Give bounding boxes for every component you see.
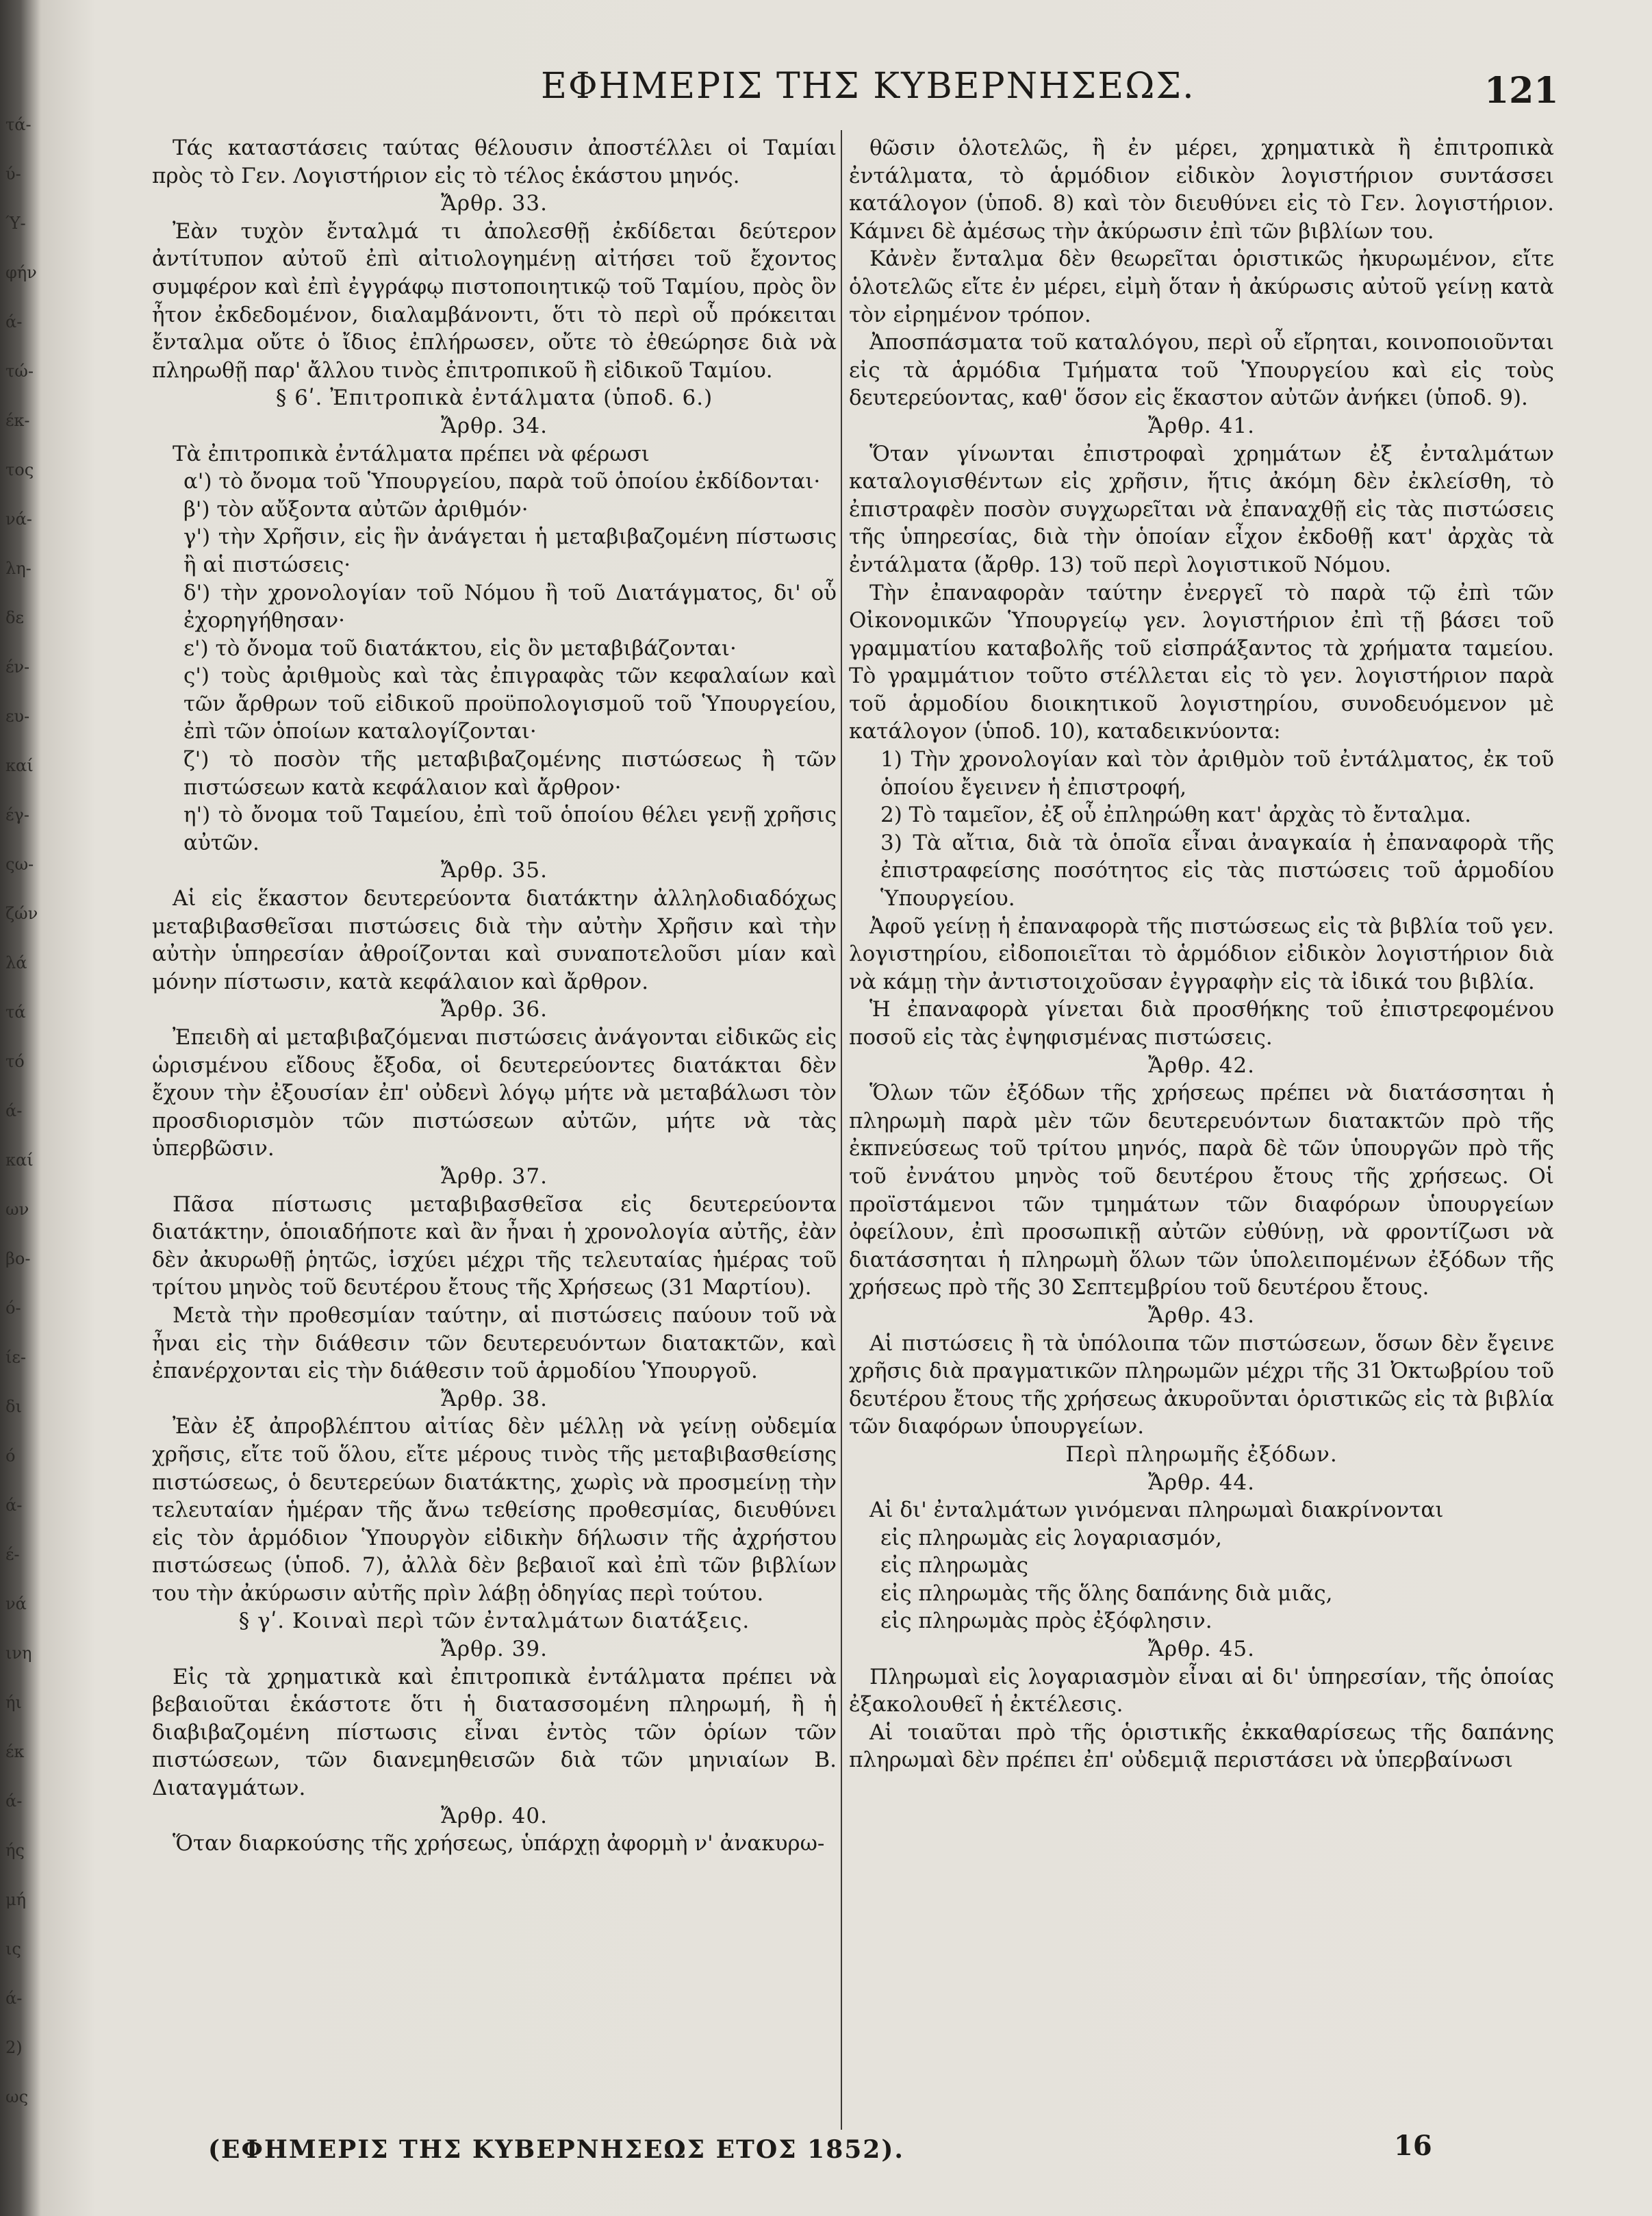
list-item: η') τὸ ὄνομα τοῦ Ταμείου, ἐπὶ τοῦ ὁποίου θέλει γενῇ χρῆσις αὐτῶν. bbox=[183, 803, 837, 855]
article-heading: Ἄρθρ. 39. bbox=[441, 1637, 548, 1662]
margin-fragment: καί bbox=[5, 1150, 34, 1170]
margin-fragment: δε bbox=[5, 608, 24, 627]
article-heading: Ἄρθρ. 35. bbox=[441, 858, 548, 883]
paragraph: Ὅλων τῶν ἐξόδων τῆς χρήσεως πρέπει νὰ διατάσσηται ἡ πληρωμὴ παρὰ μὲν τῶν δευτερευόντων διατακτῶν πρὸ τῆς ἐκπνεύσεως τοῦ τρίτου μηνός, παρὰ δὲ τῶν ὑπουργῶν πρὸ τῆς τοῦ ἐννάτου μηνὸς τοῦ δευτέρου ἔτους τῆς χρήσεως. Οἱ προϊστάμενοι τῶν τμημάτων τῶν διαφόρων ὑπουργείων ὀφείλουν, ἐπὶ προσωπικῇ αὐτῶν εὐθύνῃ, νὰ φροντίζωσι νὰ διατάσσηται ἡ πληρωμὴ ὅλων τῶν ὑπολειπομένων ἐξόδων τῆς χρήσεως πρὸ τῆς 30 Σεπτεμβρίου τοῦ δευτέρου ἔτους. bbox=[849, 1081, 1554, 1300]
page-number: 121 bbox=[1484, 70, 1559, 112]
paragraph: Τὰ ἐπιτροπικὰ ἐντάλματα πρέπει νὰ φέρωσι bbox=[173, 441, 650, 466]
margin-fragment: ά- bbox=[5, 1496, 23, 1515]
list-item: 1) Τὴν χρονολογίαν καὶ τὸν ἀριθμὸν τοῦ ἐντάλματος, ἐκ τοῦ ὁποίου ἔγεινεν ἡ ἐπιστροφή, bbox=[880, 747, 1554, 800]
article-heading: Ἄρθρ. 42. bbox=[1148, 1053, 1255, 1078]
margin-fragment: ό bbox=[5, 1446, 16, 1465]
paragraph: Ἀφοῦ γείνῃ ἡ ἐπαναφορὰ τῆς πιστώσεως εἰς τὰ βιβλία τοῦ γεν. λογιστηρίου, εἰδοποιεῖται τὸ ἁρμόδιον εἰδικὸν λογιστήριον διὰ νὰ κάμῃ τὴν ἀντιστοιχοῦσαν ἐγγραφὴν εἰς τὰ ἰδικά του βιβλία. bbox=[849, 914, 1554, 994]
margin-fragment: ήι bbox=[5, 1693, 22, 1712]
list-item: 3) Τὰ αἴτια, διὰ τὰ ὁποῖα εἶναι ἀναγκαία ἡ ἐπαναφορὰ τῆς ἐπιστραφείσης ποσότητος εἰς τὰς πιστώσεις τοῦ ἁρμοδίου Ὑπουργείου. bbox=[880, 830, 1554, 911]
paragraph: Εἰς τὰ χρηματικὰ καὶ ἐπιτροπικὰ ἐντάλματα πρέπει νὰ βεβαιοῦται ἑκάστοτε ὅτι ἡ διατασσομένη πληρωμή, ἢ ἡ διαβιβαζομένη πίστωσις εἶναι ἐντὸς τῶν ὁρίων τῶν πιστώσεων, τῶν διανεμηθεισῶν διὰ τῶν μηνιαίων Β. Διαταγμάτων. bbox=[152, 1664, 837, 1801]
margin-fragment: τά bbox=[5, 1003, 26, 1022]
margin-fragment: ινη bbox=[5, 1644, 32, 1663]
margin-fragment: ων bbox=[5, 1200, 29, 1219]
margin-fragment: έκ- bbox=[5, 411, 30, 430]
paragraph: Πληρωμαὶ εἰς λογαριασμὸν εἶναι αἱ δι' ὑπηρεσίαν, τῆς ὁποίας ἐξακολουθεῖ ἡ ἐκτέλεσις. bbox=[849, 1664, 1554, 1717]
left-column bbox=[152, 134, 837, 2130]
paragraph: Αἱ εἰς ἕκαστον δευτερεύοντα διατάκτην ἀλληλοδιαδόχως μεταβιβασθεῖσαι πιστώσεις διὰ τὴν αὐτὴν Χρῆσιν καὶ τὴν αὐτὴν ὑπηρεσίαν ἀθροίζονται καὶ συναποτελοῦσι μίαν καὶ μόνην πίστωσιν, κατὰ κεφάλαιον καὶ ἄρθρον. bbox=[152, 886, 837, 994]
paragraph: Αἱ δι' ἐνταλμάτων γινόμεναι πληρωμαὶ διακρίνονται bbox=[869, 1498, 1444, 1523]
paragraph: Ὅταν διαρκούσης τῆς χρήσεως, ὑπάρχῃ ἀφορμὴ ν' ἀνακυρω- bbox=[173, 1831, 825, 1856]
margin-fragment: ζών bbox=[5, 904, 38, 923]
margin-fragment: δι bbox=[5, 1397, 22, 1416]
article-heading: § 6ʹ. Ἐπιτροπικὰ ἐντάλματα (ὑποδ. 6.) bbox=[275, 386, 713, 411]
margin-fragment: έν- bbox=[5, 657, 30, 677]
margin-fragment: ά- bbox=[5, 1791, 23, 1811]
paragraph: Τάς καταστάσεις ταύτας θέλουσιν ἀποστέλλει οἱ Ταμίαι πρὸς τὸ Γεν. Λογιστήριον εἰς τὸ τέλος ἑκάστου μηνός. bbox=[152, 136, 837, 188]
paragraph: Μετὰ τὴν προθεσμίαν ταύτην, αἱ πιστώσεις παύουν τοῦ νὰ ἦναι εἰς τὴν διάθεσιν τῶν δευτερευόντων διατακτῶν, καὶ ἐπανέρχονται εἰς τὴν διάθεσιν τοῦ ἁρμοδίου Ὑπουργοῦ. bbox=[152, 1302, 837, 1384]
list-item: ς') τοὺς ἀριθμοὺς καὶ τὰς ἐπιγραφὰς τῶν κεφαλαίων καὶ τῶν ἄρθρων τοῦ εἰδικοῦ προϋπολογισμοῦ τοῦ Ὑπουργείου, ἐπὶ τῶν ὁποίων καταλογίζονται· bbox=[183, 664, 837, 744]
margin-fragment: ά- bbox=[5, 1101, 23, 1120]
margin-fragment: ά- bbox=[5, 1989, 23, 2008]
article-heading: Ἄρθρ. 33. bbox=[441, 191, 548, 216]
article-heading: Ἄρθρ. 44. bbox=[1148, 1470, 1255, 1495]
paragraph: Ἐπειδὴ αἱ μεταβιβαζόμεναι πιστώσεις ἀνάγονται εἰδικῶς εἰς ὡρισμένου εἴδους ἔξοδα, οἱ δευτερεύοντες διατάκται δὲν ἔχουν τὴν ἐξουσίαν ἐπ' οὐδενὶ λόγῳ μήτε νὰ μεταβάλωσι τὸν προσδιορισμὸν τῶν πιστώσεων αὐτῶν, μήτε νὰ τὰς ὑπερβῶσιν. bbox=[152, 1025, 837, 1161]
margin-fragment: καί bbox=[5, 756, 34, 775]
margin-fragment: νά bbox=[5, 1594, 27, 1613]
paragraph: Ἐὰν ἐξ ἀπροβλέπτου αἰτίας δὲν μέλλῃ νὰ γείνῃ οὐδεμία χρῆσις, εἴτε τοῦ ὅλου, εἴτε μέρους τινὸς τῆς μεταβιβασθείσης πιστώσεως, ὁ δευτερεύων διατάκτης, χωρὶς νὰ προσμείνῃ τὴν τελευταίαν ἡμέραν τῆς ἄνω τεθείσης προθεσμίας, διευθύνει εἰς τὸν ἁρμόδιον Ὑπουργὸν εἰδικὴν δήλωσιν τῆς ἀχρήστου πιστώσεως (ὑποδ. 7), ἀλλὰ δὲν βεβαιοῖ καὶ ἐπὶ τῶν βιβλίων του τὴν ἀκύρωσιν αὐτῆς πρὶν λάβῃ ὁδηγίας περὶ τούτου. bbox=[152, 1414, 837, 1606]
article-heading: Ἄρθρ. 45. bbox=[1148, 1637, 1255, 1662]
paragraph: Αἱ πιστώσεις ἢ τὰ ὑπόλοιπα τῶν πιστώσεων, ὅσων δὲν ἔγεινε χρῆσις διὰ πραγματικῶν πληρωμῶν μέχρι τῆς 31 Ὀκτωβρίου τοῦ δευτέρου ἔτους τῆς χρήσεως ἀκυροῦνται ὁριστικῶς εἰς τὰ βιβλία τῶν διαφόρων ὑπουργείων. bbox=[849, 1331, 1554, 1439]
column-divider bbox=[841, 130, 842, 2130]
article-heading: Ἄρθρ. 36. bbox=[441, 997, 548, 1022]
margin-fragment: ως bbox=[5, 2087, 29, 2106]
margin-fragment: ό- bbox=[5, 1298, 21, 1318]
footer-gazette-year: (ΕΦΗΜΕΡΙΣ ΤΗΣ ΚΥΒΕΡΝΗΣΕΩΣ ΕΤΟΣ 1852). bbox=[208, 2135, 904, 2164]
list-item: ζ') τὸ ποσὸν τῆς μεταβιβαζομένης πιστώσεως ἢ τῶν πιστώσεων κατὰ κεφάλαιον καὶ ἄρθρον· bbox=[183, 747, 837, 800]
page-header bbox=[0, 59, 1652, 114]
margin-fragment: λη- bbox=[5, 559, 31, 578]
list-item: εἰς πληρωμὰς bbox=[880, 1553, 1028, 1578]
adjacent-page-margin bbox=[0, 116, 103, 2143]
margin-fragment: έκ bbox=[5, 1742, 25, 1761]
paragraph: Ἐὰν τυχὸν ἔνταλμά τι ἀπολεσθῇ ἐκδίδεται δεύτερον ἀντίτυπον αὐτοῦ ἐπὶ αἰτιολογημένῃ αἰτήσει τοῦ ἔχοντος συμφέρον καὶ ἐπὶ ἐγγράφῳ πιστοποιητικῷ τοῦ Ταμίου, πρὸς ὃν ἦτον ἐκδεδομένον, διαλαμβάνοντι, ὅτι τὸ περὶ οὗ πρόκειται ἔνταλμα οὔτε ὁ ἴδιος ἐπλήρωσεν, οὔτε τὸ ἐθεώρησε διὰ νὰ πληρωθῇ παρ' ἄλλου τινὸς ἐπιτροπικοῦ ἢ εἰδικοῦ Ταμίου. bbox=[152, 218, 837, 383]
list-item: β') τὸν αὔξοντα αὐτῶν ἀριθμόν· bbox=[183, 496, 529, 522]
margin-fragment: βο- bbox=[5, 1249, 31, 1268]
margin-fragment: τος bbox=[5, 460, 34, 479]
article-heading: § γʹ. Κοιναὶ περὶ τῶν ἐνταλμάτων διατάξεις. bbox=[238, 1609, 750, 1634]
margin-fragment: τώ- bbox=[5, 362, 34, 381]
paragraph: Πᾶσα πίστωσις μεταβιβασθεῖσα εἰς δευτερεύοντα διατάκτην, ὁποιαδήποτε καὶ ἂν ἦναι ἡ χρονολογία αὐτῆς, ἐὰν δὲν ἀκυρωθῇ ῥητῶς, ἰσχύει μέχρι τῆς τελευταίας ἡμέρας τοῦ τρίτου μηνὸς τοῦ δευτέρου ἔτους τῆς Χρήσεως (31 Μαρτίου). bbox=[152, 1192, 837, 1300]
margin-fragment: ςω- bbox=[5, 855, 34, 874]
paragraph: Τὴν ἐπαναφορὰν ταύτην ἐνεργεῖ τὸ παρὰ τῷ ἐπὶ τῶν Οἰκονομικῶν Ὑπουργείῳ γεν. λογιστήριον ἐπὶ τῇ βάσει τοῦ γραμματίου καταβολῆς τοῦ εἰσπράξαντος τὰ χρήματα ταμείου. Τὸ γραμμάτιον τοῦτο στέλλεται εἰς τὸ γεν. λογιστήριον παρὰ τοῦ ἁρμοδίου διοικητικοῦ λογιστηρίου, συνοδευόμενον μὲ κατάλογον (ὑποδ. 10), καταδεικνύοντα: bbox=[849, 580, 1554, 744]
list-item: εἰς πληρωμὰς πρὸς ἐξόφλησιν. bbox=[880, 1609, 1212, 1634]
list-item: εἰς πληρωμὰς τῆς ὅλης δαπάνης διὰ μιᾶς, bbox=[880, 1581, 1333, 1606]
margin-fragment: νά- bbox=[5, 509, 32, 529]
paragraph: Κἀνὲν ἔνταλμα δὲν θεωρεῖται ὁριστικῶς ἠκυρωμένον, εἴτε ὁλοτελῶς εἴτε ἐν μέρει, εἰμὴ ὅταν ἡ ἀκύρωσις αὐτοῦ γείνῃ κατὰ τὸν εἰρημένον τρόπον. bbox=[849, 247, 1554, 327]
list-item: δ') τὴν χρονολογίαν τοῦ Νόμου ἢ τοῦ Διατάγματος, δι' οὗ ἐχορηγήθησαν· bbox=[183, 580, 837, 633]
paragraph: Ὅταν γίνωνται ἐπιστροφαὶ χρημάτων ἐξ ἐνταλμάτων καταλογισθέντων εἰς χρῆσιν, ἥτις ἀκόμη δὲν ἐκλείσθη, τὸ ἐπιστραφὲν ποσὸν συγχωρεῖται νὰ ἐπαναχθῇ εἰς τὰς πιστώσεις τῆς ὑπηρεσίας, διὰ τὴν ὁποίαν εἶχον ἐκδοθῇ κατ' ἀρχὰς τὰ ἐντάλματα (ἄρθρ. 13) τοῦ περὶ λογιστικοῦ Νόμου. bbox=[849, 441, 1554, 577]
right-column bbox=[849, 134, 1554, 2130]
margin-fragment: έ- bbox=[5, 1545, 20, 1564]
list-item: εἰς πληρωμὰς εἰς λογαριασμόν, bbox=[880, 1525, 1223, 1550]
paragraph: Αἱ τοιαῦται πρὸ τῆς ὁριστικῆς ἐκκαθαρίσεως τῆς δαπάνης πληρωμαὶ δὲν πρέπει ἐπ' οὐδεμιᾷ περιστάσει νὰ ὑπερβαίνωσι bbox=[849, 1720, 1554, 1773]
margin-fragment: τά- bbox=[5, 116, 31, 134]
list-item: γ') τὴν Χρῆσιν, εἰς ἣν ἀνάγεται ἡ μεταβιβαζομένη πίστωσις ἢ αἱ πιστώσεις· bbox=[183, 525, 837, 577]
margin-fragment: ά- bbox=[5, 312, 23, 331]
margin-fragment: ευ- bbox=[5, 707, 30, 726]
margin-fragment: 2) bbox=[5, 2038, 23, 2057]
footer-sheet-number: 16 bbox=[1394, 2130, 1432, 2162]
list-item: α') τὸ ὄνομα τοῦ Ὑπουργείου, παρὰ τοῦ ὁποίου ἐκδίδονται· bbox=[183, 469, 821, 494]
margin-fragment: ύ- bbox=[5, 164, 21, 184]
margin-fragment: Ύ- bbox=[5, 214, 26, 233]
article-heading: Ἄρθρ. 37. bbox=[441, 1163, 548, 1189]
article-heading: Ἄρθρ. 41. bbox=[1148, 413, 1255, 438]
paragraph: θῶσιν ὁλοτελῶς, ἢ ἐν μέρει, χρηματικὰ ἢ ἐπιτροπικὰ ἐντάλματα, τὸ ἁρμόδιον εἰδικὸν λογιστήριον συντάσσει κατάλογον (ὑποδ. 8) καὶ τὸν διευθύνει εἰς τὸ Γεν. λογιστήριον. Κάμνει δὲ ἀμέσως τὴν ἀκύρωσιν ἐπὶ τῶν βιβλίων του. bbox=[849, 136, 1554, 244]
margin-fragment: ις bbox=[5, 1939, 21, 1959]
list-item: ε') τὸ ὄνομα τοῦ διατάκτου, εἰς ὃν μεταβιβάζονται· bbox=[183, 635, 737, 661]
paragraph: Ἡ ἐπαναφορὰ γίνεται διὰ προσθήκης τοῦ ἐπιστρεφομένου ποσοῦ εἰς τὰς ἐψηφισμένας πιστώσεις. bbox=[849, 997, 1554, 1050]
paragraph: Ἀποσπάσματα τοῦ καταλόγου, περὶ οὗ εἴρηται, κοινοποιοῦνται εἰς τὰ ἁρμόδια Τμήματα τοῦ Ὑπουργείου καὶ εἰς τοὺς δευτερεύοντας, καθ' ὅσον εἰς ἕκαστον αὐτῶν ἀνήκει (ὑποδ. 9). bbox=[849, 330, 1554, 411]
article-heading: Ἄρθρ. 40. bbox=[441, 1803, 548, 1828]
article-heading: Περὶ πληρωμῆς ἐξόδων. bbox=[1065, 1441, 1338, 1467]
margin-fragment: έγ- bbox=[5, 805, 29, 824]
list-item: 2) Τὸ ταμεῖον, ἐξ οὗ ἐπληρώθη κατ' ἀρχὰς τὸ ἔνταλμα. bbox=[880, 803, 1472, 828]
margin-fragment: ίε- bbox=[5, 1348, 26, 1367]
margin-fragment: λά bbox=[5, 953, 27, 972]
article-heading: Ἄρθρ. 34. bbox=[441, 413, 548, 438]
margin-fragment: τό bbox=[5, 1052, 25, 1071]
article-heading: Ἄρθρ. 38. bbox=[441, 1386, 548, 1411]
margin-fragment: μή bbox=[5, 1890, 26, 1909]
gazette-title: ΕΦΗΜΕΡΙΣ ΤΗΣ ΚΥΒΕΡΝΗΣΕΩΣ. bbox=[541, 66, 1195, 107]
margin-fragment: ής bbox=[5, 1841, 25, 1860]
margin-fragment: φήν bbox=[5, 263, 37, 282]
article-heading: Ἄρθρ. 43. bbox=[1148, 1302, 1255, 1328]
